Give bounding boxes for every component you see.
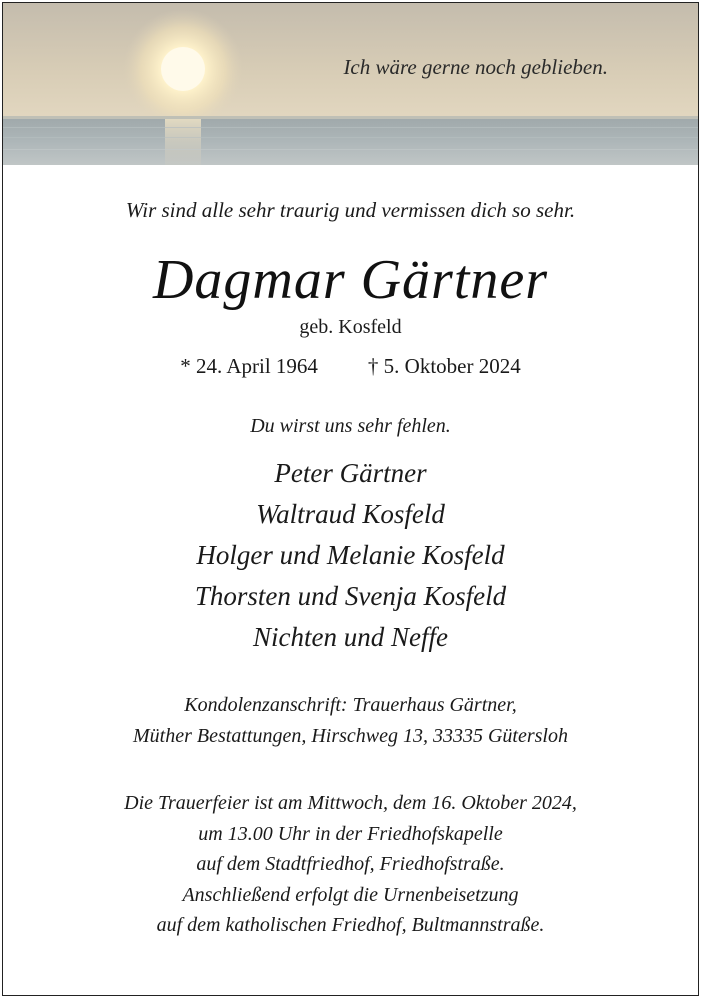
mourner-item: Peter Gärtner xyxy=(274,458,427,488)
mourner-item: Holger und Melanie Kosfeld xyxy=(196,540,505,570)
sunset-sea-image xyxy=(3,3,698,165)
motto-quote: Ich wäre gerne noch geblieben. xyxy=(343,55,608,79)
deceased-name: Dagmar Gärtner xyxy=(152,249,549,311)
funeral-service-info xyxy=(3,788,698,941)
mourner-item: Thorsten und Svenja Kosfeld xyxy=(194,581,507,611)
notice-body xyxy=(3,165,698,941)
birth-name: geb. Kosfeld xyxy=(299,316,402,338)
service-line: Anschließend erfolgt die Urnenbeisetzung xyxy=(182,883,519,906)
service-line: um 13.00 Uhr in der Friedhofskapelle xyxy=(198,822,503,845)
birth-date: * 24. April 1964 xyxy=(180,354,318,378)
obituary-notice xyxy=(2,2,699,996)
life-dates xyxy=(3,353,698,379)
service-line: Die Trauerfeier ist am Mittwoch, dem 16. Oktober 2024, xyxy=(124,792,577,814)
intro-text: Wir sind alle sehr traurig und vermissen dich so sehr. xyxy=(125,198,576,222)
mourners-list xyxy=(3,453,698,658)
death-date: † 5. Oktober 2024 xyxy=(367,354,521,378)
farewell-message: Du wirst uns sehr fehlen. xyxy=(250,415,451,437)
service-line: auf dem Stadtfriedhof, Friedhofstraße. xyxy=(196,853,505,875)
address-line: Müther Bestattungen, Hirschweg 13, 33335 Gütersloh xyxy=(133,725,568,747)
service-line: auf dem katholischen Friedhof, Bultmannstraße. xyxy=(156,914,545,936)
mourner-item: Waltraud Kosfeld xyxy=(256,499,445,529)
address-line: Kondolenzanschrift: Trauerhaus Gärtner, xyxy=(184,694,517,716)
mourner-item: Nichten und Neffe xyxy=(253,622,448,652)
condolence-address xyxy=(3,690,698,752)
